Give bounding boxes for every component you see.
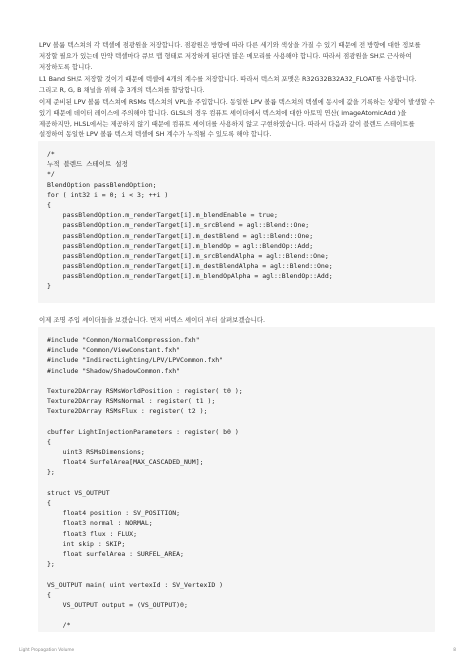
code-line: /* bbox=[47, 150, 55, 158]
code-line bbox=[47, 417, 435, 427]
code-line: Texture2DArray RSMsWorldPosition : register( t0 ); bbox=[47, 386, 243, 395]
code-line: Texture2DArray RSMsFlux : register( t2 ); bbox=[47, 407, 208, 416]
code-line: for ( int32 i = 0; i < 3; ++i ) bbox=[47, 190, 169, 199]
code-line bbox=[47, 569, 435, 579]
code-line: struct VS_OUTPUT bbox=[47, 488, 110, 497]
code-line bbox=[47, 376, 435, 386]
code-line: passBlendOption.m_renderTarget[i].m_blendOp = agl::BlendOp::Add; bbox=[47, 241, 314, 250]
code-line: int skip : SKIP; bbox=[47, 539, 126, 548]
code-line: passBlendOption.m_renderTarget[i].m_destBlendAlpha = agl::Blend::One; bbox=[47, 262, 333, 271]
code-line: passBlendOption.m_renderTarget[i].m_destBlend = agl::Blend::One; bbox=[47, 231, 314, 240]
code-line: passBlendOption.m_renderTarget[i].m_srcBlendAlpha = agl::Blend::One; bbox=[47, 251, 329, 260]
code-line: passBlendOption.m_renderTarget[i].m_srcBlend = agl::Blend::One; bbox=[47, 221, 310, 230]
code-line: float surfelArea : SURFEL_AREA; bbox=[47, 549, 184, 558]
code-line: #include "Common/NormalCompression.fxh" bbox=[47, 336, 200, 344]
code-line: #include "Shadow/ShadowCommon.fxh" bbox=[47, 366, 181, 375]
paragraph-texture-format: L1 Band SH로 저장할 것이기 때문에 텍셀에 4개의 계수를 저장합니다. 따라서 텍스쳐 포맷은 R32G32B32A32_FLOAT를 사용합니다. 그리고 R, G, B 채널을 위해 총 3개의 텍스쳐를 할당합니다. bbox=[39, 75, 417, 94]
code-line: { bbox=[47, 200, 51, 209]
footer-title: Light Propagation Volume bbox=[19, 648, 75, 653]
code-line: float3 normal : NORMAL; bbox=[47, 519, 153, 528]
code-line bbox=[47, 610, 435, 620]
code-line: float4 SurfelArea[MAX_CASCADED_NUM]; bbox=[47, 458, 204, 467]
code-line: */ bbox=[47, 170, 55, 179]
paragraph-sh-storage: LPV 볼륨 텍스쳐의 각 텍셀에 점광원을 저장합니다. 점광원은 방향에 따라 다른 세기와 색상을 가질 수 있기 때문에 전 방향에 대한 정보를 저장할 필요가 있는데 만약 텍셀마다 큐브 맵 형태로 저장하게 된다면 많은 메모리를 사용해야 합니다. 따라서 점광원을 SH로 근사하여 저장하도록 합니다. bbox=[39, 41, 421, 71]
code-block-blend-state bbox=[38, 141, 435, 303]
code-line: VS_OUTPUT output = (VS_OUTPUT)0; bbox=[47, 600, 188, 609]
paragraph-vpl-injection: 이제 준비된 LPV 볼륨 텍스쳐에 RSMs 텍스쳐의 VPL을 주입합니다. 동일한 LPV 볼륨 텍스쳐의 텍셀에 동시에 값을 기록하는 상황이 발생할 수 있기 때문에 데이터 레이스에 주의해야 합니다. GLSL의 경우 컴퓨트 셰이더에서 텍스쳐에 대한 아토믹 연산( imageAtomicAdd )을 제공하지만, HLSL에서는 제공하지 않기 때문에 컴퓨트 셰이더를 사용하지 않고 구현하였습니다. 따라서 다음과 같이 블렌드 스테이트를 설정하여 동일한 LPV 볼륨 텍스쳐 텍셀에 SH 계수가 누적될 수 있도록 해야 합니다. bbox=[39, 98, 435, 139]
paragraph-light-injection-shaders: 이제 조명 주입 셰이더들을 보겠습니다. 먼저 버텍스 셰이더 부터 살펴보겠습니다. bbox=[39, 316, 266, 324]
code-line: uint3 RSMsDimensions; bbox=[47, 448, 145, 457]
code-block-vertex-shader bbox=[38, 327, 435, 632]
code-line: }; bbox=[47, 468, 55, 477]
code-line: } bbox=[47, 282, 51, 291]
code-line: float4 position : SV_POSITION; bbox=[47, 509, 181, 518]
code-line: { bbox=[47, 499, 51, 507]
code-line: 누적 블렌드 스테이트 설정 bbox=[47, 160, 128, 169]
code-line: passBlendOption.m_renderTarget[i].m_blendOpAlpha = agl::BlendOp::Add; bbox=[47, 272, 333, 281]
code-line: BlendOption passBlendOption; bbox=[47, 180, 157, 189]
code-line bbox=[47, 478, 435, 488]
code-line: passBlendOption.m_renderTarget[i].m_blendEnable = true; bbox=[47, 211, 278, 220]
code-line: float3 flux : FLUX; bbox=[47, 529, 138, 538]
code-line: #include "Common/ViewConstant.fxh" bbox=[47, 346, 181, 355]
footer-page-number: 8 bbox=[453, 648, 456, 653]
code-line: Texture2DArray RSMsNormal : register( t1 ); bbox=[47, 397, 216, 406]
code-line: { bbox=[47, 590, 51, 599]
code-line: }; bbox=[47, 560, 55, 569]
code-line: VS_OUTPUT main( uint vertexId : SV_VertexID ) bbox=[47, 580, 224, 589]
code-line: cbuffer LightInjectionParameters : register( b0 ) bbox=[47, 427, 239, 436]
code-line: { bbox=[47, 437, 51, 446]
code-line: /* bbox=[47, 621, 71, 630]
code-line: #include "IndirectLighting/LPV/LPVCommon.fxh" bbox=[47, 356, 224, 365]
